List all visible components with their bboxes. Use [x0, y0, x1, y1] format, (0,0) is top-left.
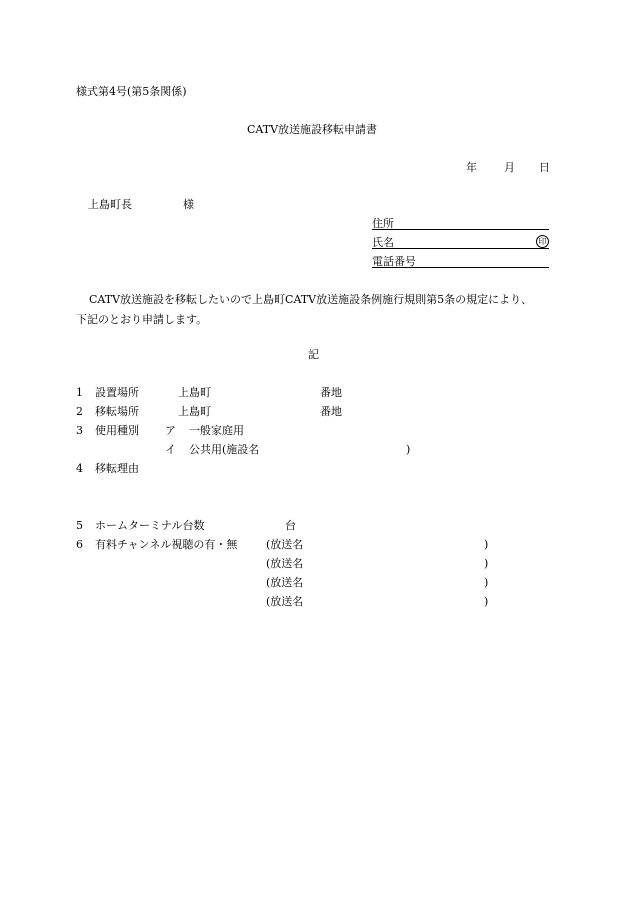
item3-option-a-mark: ア — [165, 424, 176, 437]
phone-line[interactable] — [372, 267, 549, 268]
phone-label: 電話番号 — [372, 255, 416, 268]
item5-unit: 台 — [285, 519, 296, 532]
item6-label: 有料チャンネル視聴の有・無 — [95, 538, 238, 551]
item4-number: 4 — [76, 462, 83, 475]
body-text-line2: 下記のとおり申請します。 — [76, 313, 208, 326]
broadcast-open: (放送名 — [266, 557, 304, 570]
ki-heading: 記 — [308, 348, 319, 361]
broadcast-close: ) — [484, 576, 489, 589]
item5-label: ホームターミナル台数 — [95, 519, 205, 532]
name-line[interactable] — [372, 248, 549, 249]
item2-number: 2 — [76, 405, 83, 418]
broadcast-close: ) — [484, 595, 489, 608]
broadcast-close: ) — [484, 557, 489, 570]
item6-number: 6 — [76, 538, 83, 551]
item2-town: 上島町 — [178, 405, 211, 418]
item1-label: 設置場所 — [95, 386, 139, 399]
item2-banchi: 番地 — [320, 405, 342, 418]
item4-label: 移転理由 — [95, 462, 139, 475]
item3-option-i-close: ) — [406, 443, 411, 456]
addressee-honorific: 様 — [183, 198, 194, 211]
item1-number: 1 — [76, 386, 83, 399]
date-day-label: 日 — [539, 161, 550, 174]
form-title: CATV放送施設移転申請書 — [247, 123, 378, 136]
item3-number: 3 — [76, 424, 83, 437]
item3-option-a-text: 一般家庭用 — [189, 424, 244, 437]
broadcast-open: (放送名 — [266, 576, 304, 589]
date-month-label: 月 — [504, 161, 515, 174]
item5-number: 5 — [76, 519, 83, 532]
address-line[interactable] — [372, 229, 549, 230]
item3-option-i-mark: イ — [165, 443, 176, 456]
broadcast-open: (放送名 — [266, 538, 304, 551]
body-text-line1: CATV放送施設を移転したいので上島町CATV放送施設条例施行規則第5条の規定により、 — [89, 293, 533, 306]
form-number: 様式第4号(第5条関係) — [76, 85, 187, 98]
name-label: 氏名 — [372, 236, 394, 249]
seal-mark: 印 — [536, 235, 549, 248]
date-year-label: 年 — [466, 161, 477, 174]
item2-label: 移転場所 — [95, 405, 139, 418]
item3-label: 使用種別 — [95, 424, 139, 437]
item1-banchi: 番地 — [320, 386, 342, 399]
broadcast-open: (放送名 — [266, 595, 304, 608]
item1-town: 上島町 — [178, 386, 211, 399]
item3-option-i-text: 公共用(施設名 — [189, 443, 260, 456]
address-label: 住所 — [372, 217, 394, 230]
addressee-name: 上島町長 — [88, 198, 132, 211]
broadcast-close: ) — [484, 538, 489, 551]
